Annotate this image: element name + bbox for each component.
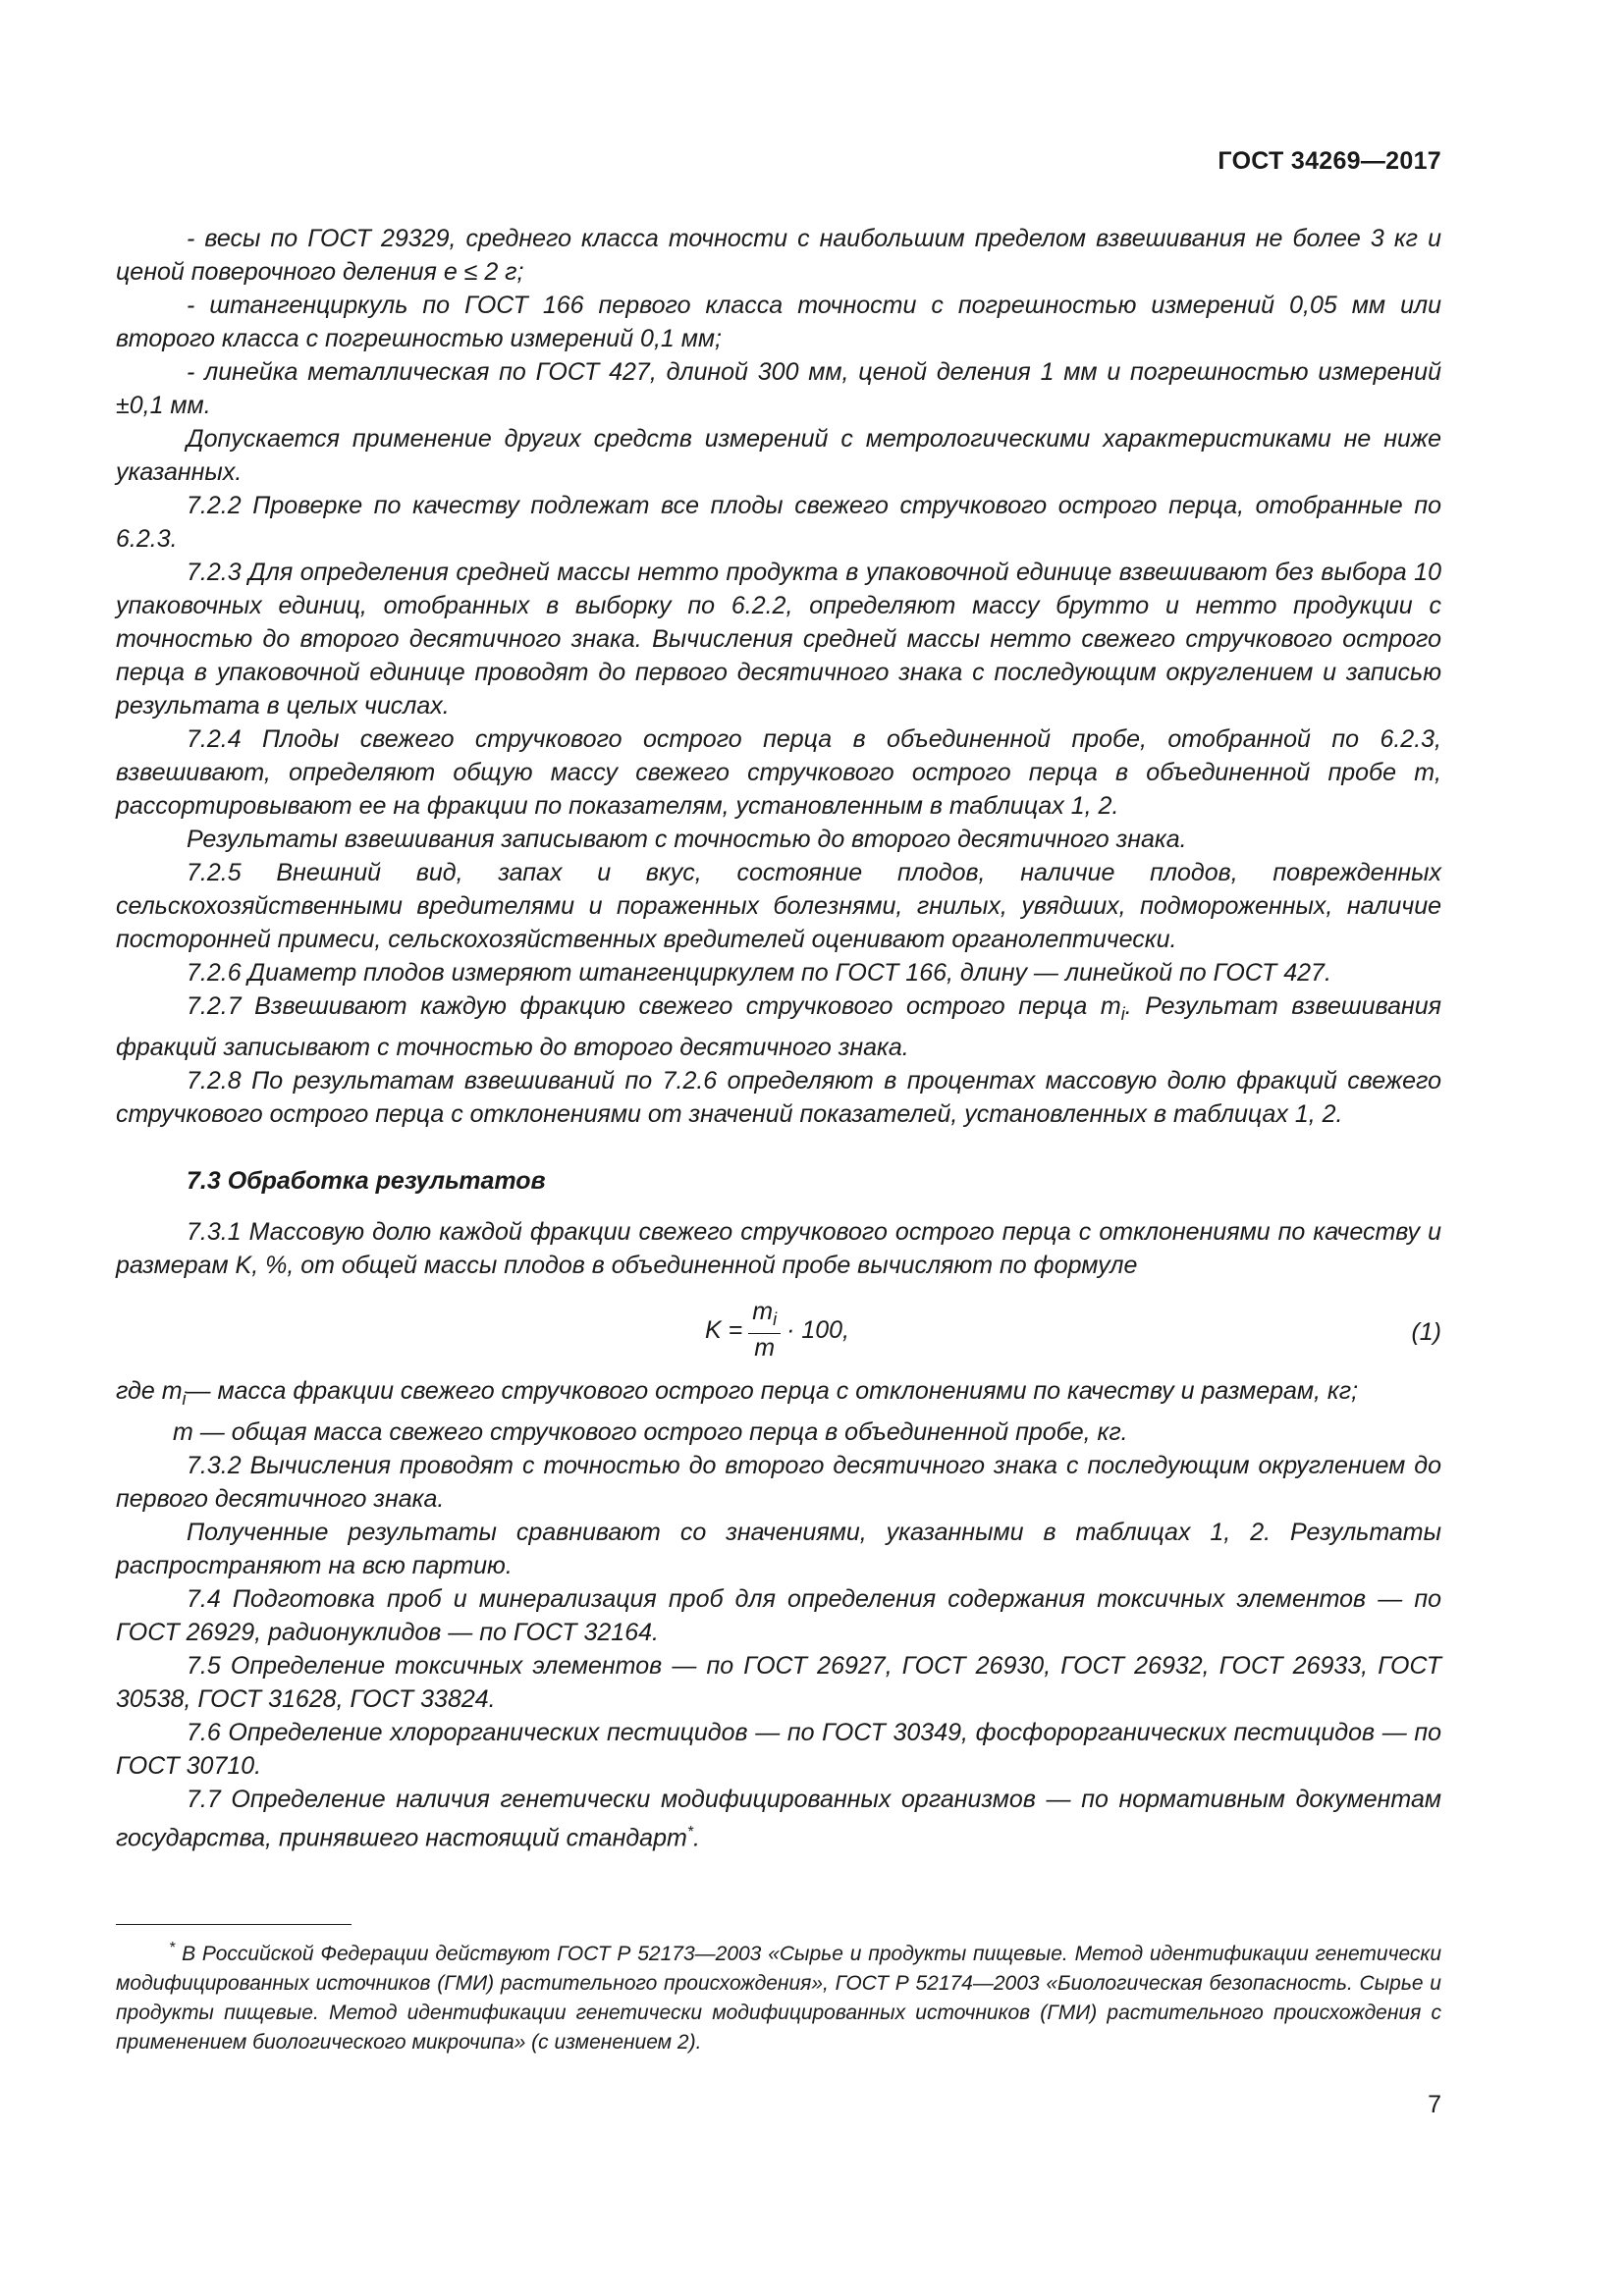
- page-number: 7: [1428, 2091, 1441, 2118]
- subscript: i: [1120, 1004, 1125, 1024]
- section-title: 7.3 Обработка результатов: [187, 1167, 546, 1195]
- paragraph: 7.2.5 Внешний вид, запах и вкус, состояние плодов, наличие плодов, поврежденных сельскохозяйственными вредителями и пораженных болезнями, гнилых, увядших, подмороженных, наличие посторонней примеси, сельскохозяйственных вредителей оценивают органолептически.: [116, 859, 1441, 953]
- where-symbol: где m: [116, 1377, 183, 1405]
- footnote-reference: *: [686, 1824, 694, 1841]
- paragraph: 7.4 Подготовка проб и минерализация проб для определения содержания токсичных элементов — по ГОСТ 26929, радионуклидов — по ГОСТ 32164.: [116, 1585, 1441, 1646]
- formula-numerator: $m_i$: [748, 1298, 781, 1334]
- footnote-text: В Российской Федерации действуют ГОСТ Р 52173—2003 «Сырье и продукты пищевые. Метод идентификации генетически модифицированных источников (ГМИ) растительного происхождения», ГОСТ Р 52174—2003 «Биологическая безопасность. Сырье и продукты пищевые. Метод идентификации генетически модифицированных источников (ГМИ) растительного происхождения с применением биологического микрочипа» (с изменением 2).: [116, 1943, 1441, 2054]
- paragraph: 7.2.6 Диаметр плодов измеряют штангенциркулем по ГОСТ 166, длину — линейкой по ГОСТ 427.: [187, 959, 1331, 987]
- footnote: [116, 1934, 1441, 2057]
- paragraph: - линейка металлическая по ГОСТ 427, длиной 300 мм, ценой деления 1 мм и погрешностью измерений ±0,1 мм.: [116, 358, 1441, 419]
- paragraph-text: 7.2.7 Взвешивают каждую фракцию свежего стручкового острого перца m: [187, 992, 1121, 1020]
- paragraph: 7.2.4 Плоды свежего стручкового острого перца в объединенной пробе, отобранной по 6.2.3, взвешивают, определяют общую массу свежего стручкового острого перца в объединенной пробе m, рассортировывают ее на фракции по показателям, установленным в таблицах 1, 2.: [116, 725, 1441, 820]
- formula-where-line-2: m — общая масса свежего стручкового острого перца в объединенной пробе, кг.: [173, 1418, 1128, 1446]
- formula-lhs: K =: [705, 1315, 743, 1344]
- paragraph: 7.5 Определение токсичных элементов — по ГОСТ 26927, ГОСТ 26930, ГОСТ 26932, ГОСТ 26933, ГОСТ 30538, ГОСТ 31628, ГОСТ 33824.: [116, 1652, 1441, 1713]
- paragraph: 7.2.2 Проверке по качеству подлежат все плоды свежего стручкового острого перца, отобранные по 6.2.3.: [116, 492, 1441, 553]
- document-header: ГОСТ 34269—2017: [1218, 147, 1441, 175]
- footnote-separator: [116, 1924, 352, 1925]
- paragraph: Полученные результаты сравнивают со значениями, указанными в таблицах 1, 2. Результаты распространяют на всю партию.: [116, 1519, 1441, 1579]
- formula-number: (1): [1411, 1318, 1441, 1346]
- formula-denominator: m: [754, 1334, 776, 1362]
- paragraph: 7.2.3 Для определения средней массы нетто продукта в упаковочной единице взвешивают без выбора 10 упаковочных единиц, отобранных в выборку по 6.2.2, определяют массу брутто и нетто продукции с точностью до второго десятичного знака. Вычисления средней массы нетто свежего стручкового острого перца в упаковочной единице проводят до первого десятичного знака с последующим округлением и записью результата в целых числах.: [116, 559, 1441, 720]
- where-description: — масса фракции свежего стручкового острого перца с отклонениями по качеству и размерам, кг;: [186, 1377, 1359, 1405]
- paragraph: Допускается применение других средств измерений с метрологическими характеристиками не ниже указанных.: [116, 425, 1441, 486]
- paragraph: 7.2.8 По результатам взвешиваний по 7.2.6 определяют в процентах массовую долю фракций свежего стручкового острого перца с отклонениями от значений показателей, установленных в таблицах 1, 2.: [116, 1067, 1441, 1128]
- formula-where-line-1: где $m_i$ — масса фракции свежего стручкового острого перца с отклонениями по качеству и размерам, кг;: [116, 1374, 1441, 1415]
- footnote-mark: *: [169, 1940, 176, 1956]
- formula-rhs: · 100,: [786, 1315, 849, 1344]
- formula: [705, 1298, 849, 1362]
- document-body: [116, 222, 1441, 1854]
- paragraph-text: . Результат взвешивания фракций записывают с точностью до второго десятичного знака.: [116, 992, 1442, 1061]
- paragraph-7-7: 7.7 Определение наличия генетически модифицированных организмов — по нормативным документам государства, принявшего настоящий стандарт*.: [116, 1786, 1441, 1852]
- paragraph: 7.3.1 Массовую долю каждой фракции свежего стручкового острого перца с отклонениями по качеству и размерам K, %, от общей массы плодов в объединенной пробе вычисляют по формуле: [116, 1218, 1441, 1279]
- paragraph: - весы по ГОСТ 29329, среднего класса точности с наибольшим пределом взвешивания не более 3 кг и ценой поверочного деления е ≤ 2 г;: [116, 225, 1441, 286]
- paragraph: 7.6 Определение хлорорганических пестицидов — по ГОСТ 30349, фосфорорганических пестицидов — по ГОСТ 30710.: [116, 1719, 1441, 1780]
- formula-row: [116, 1292, 1441, 1368]
- paragraph: Результаты взвешивания записывают с точностью до второго десятичного знака.: [187, 826, 1187, 853]
- paragraph: - штангенциркуль по ГОСТ 166 первого класса точности с погрешностью измерений 0,05 мм или второго класса с погрешностью измерений 0,1 мм;: [116, 292, 1441, 352]
- paragraph-7-2-7: [116, 989, 1441, 1064]
- formula-fraction: [748, 1298, 781, 1362]
- paragraph: 7.3.2 Вычисления проводят с точностью до второго десятичного знака с последующим округлением до первого десятичного знака.: [116, 1452, 1441, 1513]
